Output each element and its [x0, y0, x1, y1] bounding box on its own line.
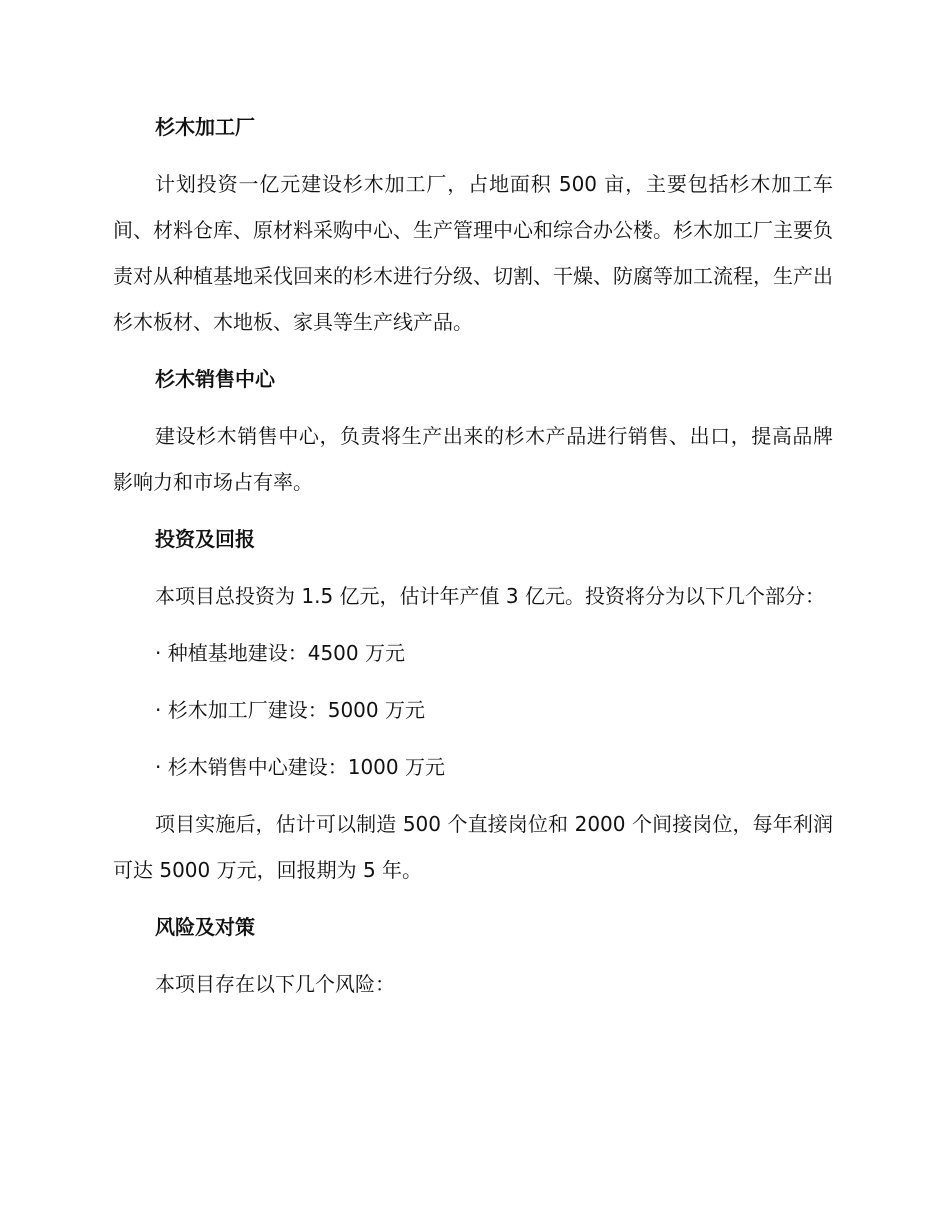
heading-risks: 风险及对策 — [155, 915, 255, 939]
paragraph-processing-plant: 计划投资一亿元建设杉木加工厂，占地面积 500 亩，主要包括杉木加工车间、材料仓库、原材料采购中心、生产管理中心和综合办公楼。杉木加工厂主要负责对从种植基地采伐回来的杉木进行分级、切割、干燥、防腐等加工流程，生产出杉木板材、木地板、家具等生产线产品。 — [113, 172, 833, 334]
investment-item-planting-base: · 种植基地建设：4500 万元 — [155, 641, 405, 665]
paragraph-investment-intro: 本项目总投资为 1.5 亿元，估计年产值 3 亿元。投资将分为以下几个部分： — [155, 584, 825, 608]
investment-item-sales-center: · 杉木销售中心建设：1000 万元 — [155, 755, 445, 779]
heading-processing-plant: 杉木加工厂 — [155, 115, 255, 139]
paragraph-investment-outcome: 项目实施后，估计可以制造 500 个直接岗位和 2000 个间接岗位，每年利润可达 5000 万元，回报期为 5 年。 — [113, 812, 833, 882]
heading-investment: 投资及回报 — [155, 527, 255, 551]
investment-item-processing-plant: · 杉木加工厂建设：5000 万元 — [155, 698, 425, 722]
document-content — [113, 104, 833, 1018]
heading-sales-center: 杉木销售中心 — [155, 367, 275, 391]
paragraph-sales-center: 建设杉木销售中心，负责将生产出来的杉木产品进行销售、出口，提高品牌影响力和市场占有率。 — [113, 424, 833, 494]
paragraph-risks-intro: 本项目存在以下几个风险： — [155, 972, 395, 996]
